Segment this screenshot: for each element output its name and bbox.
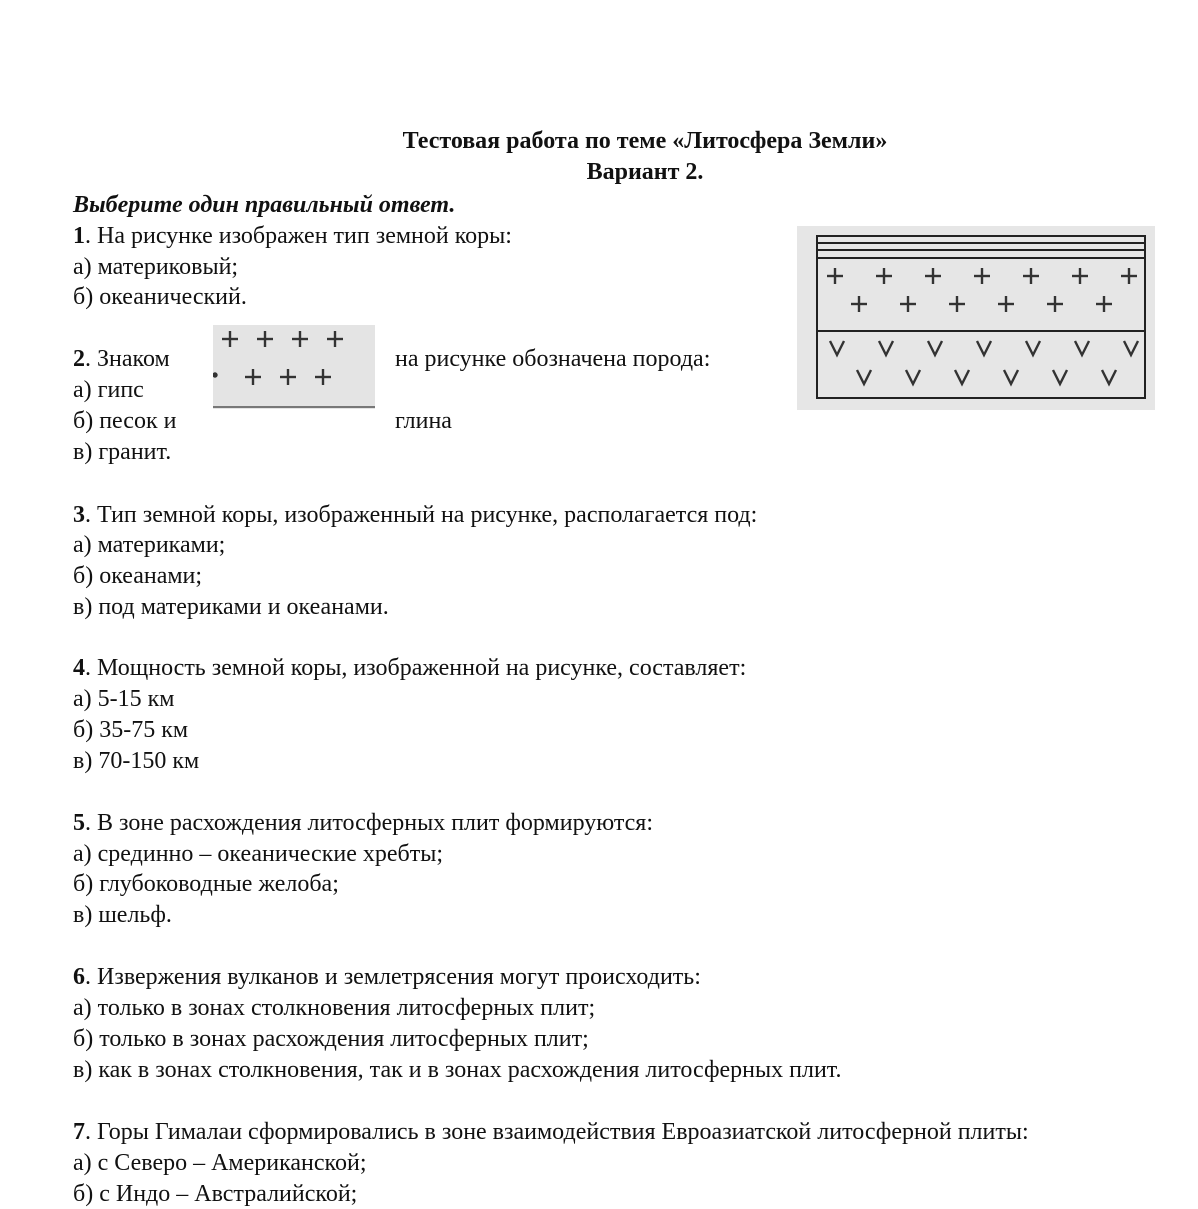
plus-mark [827,268,843,284]
plus-mark [949,296,965,312]
granite-layer [827,268,1137,312]
question-7 [73,1117,1029,1147]
granite-symbol [213,325,375,409]
question-number: 6 [73,964,85,990]
v-mark [830,341,844,355]
rock-symbol-figure [213,325,375,409]
question-number: 5 [73,810,85,836]
q3-option-a: а) материками; [73,532,226,558]
v-mark [906,370,920,384]
question-number: 1 [73,223,85,249]
q1-option-a: а) материковый; [73,254,239,280]
plus-mark [315,369,331,385]
question-text: . Мощность земной коры, изображенной на рисунке, составляет: [85,655,747,681]
q6-option-a: а) только в зонах столкновения литосферных плит; [73,995,596,1021]
question-number: 2 [73,346,85,372]
plus-mark [876,268,892,284]
instruction: Выберите один правильный ответ. [73,192,456,218]
v-mark [1075,341,1089,355]
document-title: Тестовая работа по теме «Литосфера Земли» [402,128,888,154]
plus-mark [280,369,296,385]
question-text: . Тип земной коры, изображенный на рисунке, располагается под: [85,502,758,528]
v-mark [928,341,942,355]
v-mark [1102,370,1116,384]
q3-option-b: б) океанами; [73,563,203,589]
v-mark [977,341,991,355]
plus-mark [974,268,990,284]
crust-section-figure [797,226,1155,410]
plus-mark [257,331,273,347]
sedimentary-layer [817,236,1145,398]
q3-option-c: в) под материками и океанами. [73,594,389,620]
q2-option-b-continuation: глина [395,408,452,434]
crust-section-diagram [797,226,1155,410]
plus-mark [1096,296,1112,312]
q5-option-a: а) срединно – океанические хребты; [73,841,443,867]
plus-mark [1023,268,1039,284]
q6-option-b: б) только в зонах расхождения литосферных плит; [73,1026,589,1052]
q5-option-c: в) шельф. [73,902,172,928]
plus-mark [900,296,916,312]
plus-mark [222,331,238,347]
v-mark [1026,341,1040,355]
plus-mark [327,331,343,347]
question-text: . На рисунке изображен тип земной коры: [85,223,512,249]
crust-frame [817,236,1145,398]
v-mark [879,341,893,355]
question-text: . Знаком [85,346,170,372]
dot-mark [214,374,217,377]
q2-option-c: в) гранит. [73,439,172,465]
question-2 [73,344,170,374]
plus-mark [1072,268,1088,284]
question-6 [73,962,701,992]
q4-option-a: а) 5-15 км [73,686,175,712]
q4-option-c: в) 70-150 км [73,748,200,774]
plus-mark [851,296,867,312]
q7-option-a: а) с Северо – Американской; [73,1150,367,1176]
question-text: . В зоне расхождения литосферных плит формируются: [85,810,654,836]
v-mark [1053,370,1067,384]
question-3 [73,500,757,530]
q5-option-b: б) глубоководные желоба; [73,871,339,897]
v-mark [1004,370,1018,384]
plus-mark [245,369,261,385]
plus-mark [925,268,941,284]
q1-option-b: б) океанический. [73,284,247,310]
question-number: 4 [73,655,85,681]
q6-option-c: в) как в зонах столкновения, так и в зонах расхождения литосферных плит. [73,1057,842,1083]
question-2-continuation: на рисунке обозначена порода: [395,346,711,372]
question-1 [73,221,512,251]
v-mark [1124,341,1138,355]
q2-option-a: а) гипс [73,377,144,403]
v-mark [955,370,969,384]
q7-option-b: б) с Индо – Австралийской; [73,1181,358,1207]
v-mark [857,370,871,384]
question-text: . Горы Гималаи сформировались в зоне взаимодействия Евроазиатской литосферной плиты: [85,1119,1029,1145]
plus-mark [292,331,308,347]
question-text: . Извержения вулканов и землетрясения могут происходить: [85,964,701,990]
question-number: 7 [73,1119,85,1145]
q4-option-b: б) 35-75 км [73,717,189,743]
plus-mark [998,296,1014,312]
basalt-layer [830,341,1138,384]
plus-mark [1047,296,1063,312]
plus-mark [1121,268,1137,284]
question-4 [73,653,746,683]
variant-label: Вариант 2. [586,159,704,185]
question-5 [73,808,653,838]
question-number: 3 [73,502,85,528]
q2-option-b: б) песок и [73,408,177,434]
